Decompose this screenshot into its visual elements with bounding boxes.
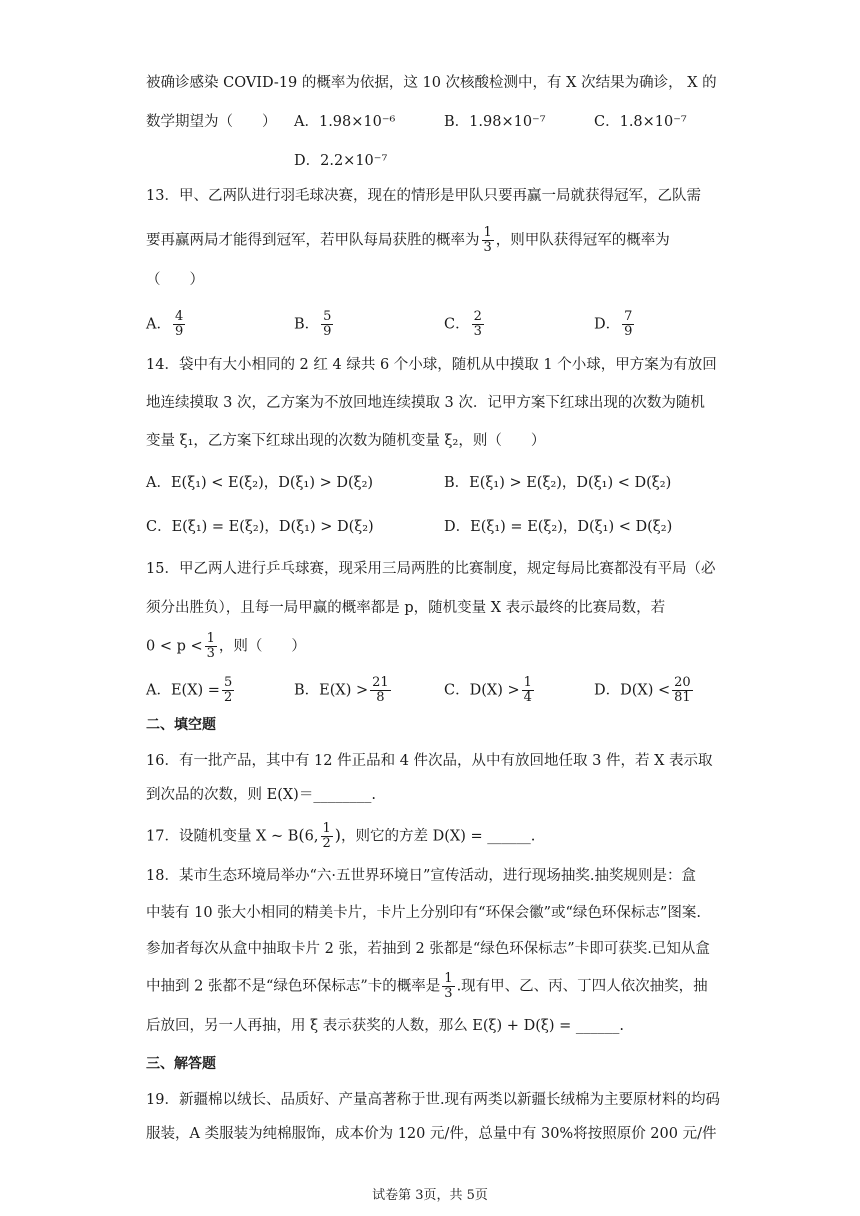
page-footer: 试卷第 3页，共 5页 bbox=[372, 1188, 488, 1203]
q15-option-b-den: 8 bbox=[376, 690, 385, 705]
q13-option-a bbox=[146, 310, 187, 339]
q13-line2-b: ，则甲队获得冠军的概率为 bbox=[495, 232, 670, 249]
q13-line2-a: 要再赢两局才能得到冠军，若甲队每局获胜的概率为 bbox=[146, 232, 480, 249]
q17-inner: 6, bbox=[304, 828, 319, 845]
q15-option-c-den: 4 bbox=[523, 690, 532, 705]
q15-option-b-label: B．E(X) > bbox=[294, 682, 369, 699]
q14-option-b: B．E(ξ₁) > E(ξ₂)，D(ξ₁) < D(ξ₂) bbox=[444, 475, 672, 491]
q15-option-a-label: A．E(X) = bbox=[146, 682, 220, 699]
q18-line4-b: .现有甲、乙、丙、丁四人依次抽奖，抽 bbox=[456, 978, 708, 995]
q13-option-a-num: 4 bbox=[174, 309, 184, 324]
q14-option-d: D．E(ξ₁) = E(ξ₂)，D(ξ₁) < D(ξ₂) bbox=[444, 519, 673, 535]
q14-line3: 变量 ξ₁，乙方案下红球出现的次数为随机变量 ξ₂，则（ ） bbox=[146, 433, 546, 449]
q15-option-a bbox=[146, 676, 236, 705]
q13-frac-num: 1 bbox=[483, 225, 492, 240]
q13-option-c bbox=[444, 310, 486, 339]
q16-line2: 到次品的次数，则 E(X)＝________. bbox=[146, 787, 376, 803]
q13-option-b bbox=[294, 310, 335, 339]
q16-line1: 16．有一批产品，其中有 12 件正品和 4 件次品，从中有放回地任取 3 件，若 X 表示取 bbox=[146, 753, 713, 769]
q17-line-b: ，则它的方差 D(X) = ______. bbox=[341, 828, 536, 845]
q17-fraction bbox=[321, 822, 333, 851]
q15-option-a-num: 5 bbox=[223, 675, 233, 690]
q13-option-a-den: 9 bbox=[174, 324, 184, 339]
q15-line2: 须分出胜负），且每一局甲赢的概率都是 p，随机变量 X 表示最终的比赛局数，若 bbox=[146, 600, 666, 616]
q15-option-c-label: C．D(X) > bbox=[444, 682, 520, 699]
q13-line1: 13．甲、乙两队进行羽毛球决赛，现在的情形是甲队只要再赢一局就获得冠军，乙队需 bbox=[146, 188, 701, 204]
q15-option-d-label: D．D(X) < bbox=[594, 682, 671, 699]
q15-line3 bbox=[146, 632, 716, 661]
q14-line1: 14．袋中有大小相同的 2 红 4 绿共 6 个小球，随机从中摸取 1 个小球，甲方案为有放回 bbox=[146, 357, 717, 373]
section-answer-title: 三、解答题 bbox=[146, 1056, 216, 1072]
q13-option-c-num: 2 bbox=[473, 309, 482, 324]
q13-option-d-den: 9 bbox=[624, 324, 633, 339]
q17-line: 17．设随机变量 X ~ B(6, $\frac{1}{2}$ )，则它的方差 D(X) = ______. bbox=[146, 821, 536, 851]
section-fill-in-title: 二、填空题 bbox=[146, 717, 216, 733]
q17-line-a: 17．设随机变量 X ~ B bbox=[146, 828, 299, 845]
q15-frac-num: 1 bbox=[206, 631, 215, 646]
q14-option-c: C．E(ξ₁) = E(ξ₂)，D(ξ₁) > D(ξ₂) bbox=[146, 519, 374, 535]
q19-line2: 服装，A 类服装为纯棉服饰，成本价为 120 元/件，总量中有 30%将按照原价 200 元/件 bbox=[146, 1126, 717, 1142]
q13-line2 bbox=[146, 226, 716, 255]
q18-line4 bbox=[146, 972, 716, 1001]
q13-fraction bbox=[482, 226, 494, 255]
q18-line2: 中装有 10 张大小相同的精美卡片，卡片上分别印有“环保会徽”或“绿色环保标志”图案. bbox=[146, 905, 701, 921]
q13-option-b-label: B． bbox=[294, 316, 320, 333]
q12-option-b: B．1.98×10⁻⁷ bbox=[444, 114, 546, 130]
q15-frac-den: 3 bbox=[206, 646, 215, 661]
q17-frac-num: 1 bbox=[322, 821, 331, 836]
q18-line4-a: 中抽到 2 张都不是“绿色环保标志”卡的概率是 bbox=[146, 978, 441, 995]
q15-line1: 15．甲乙两人进行乒乓球赛，现采用三局两胜的比赛制度，规定每局比赛都没有平局（必 bbox=[146, 561, 716, 577]
q13-option-d-label: D． bbox=[594, 316, 621, 333]
q15-option-b-num: 21 bbox=[372, 675, 389, 690]
q14-option-a: A．E(ξ₁) < E(ξ₂)，D(ξ₁) > D(ξ₂) bbox=[146, 475, 374, 491]
q14-line2: 地连续摸取 3 次，乙方案为不放回地连续摸取 3 次．记甲方案下红球出现的次数为随机 bbox=[146, 395, 705, 411]
q13-option-d bbox=[594, 310, 636, 339]
q15-option-d bbox=[594, 676, 695, 705]
q12-option-a: A．1.98×10⁻⁶ bbox=[294, 114, 396, 130]
q12-line1: 被确诊感染 COVID-19 的概率为依据，这 10 次核酸检测中，有 X 次结果为确诊， X 的 bbox=[146, 75, 717, 91]
q19-line1: 19．新疆棉以绒长、品质好、产量高著称于世.现有两类以新疆长绒棉为主要原材料的均码 bbox=[146, 1092, 721, 1108]
q18-line5: 后放回，另一人再抽，用 ξ 表示获奖的人数，那么 E(ξ) + D(ξ) = ______. bbox=[146, 1018, 624, 1034]
q12-stem-end: 数学期望为（ ） bbox=[146, 114, 277, 130]
q13-option-b-den: 9 bbox=[323, 324, 332, 339]
q18-frac-num: 1 bbox=[444, 971, 453, 986]
q17-frac-den: 2 bbox=[322, 836, 331, 851]
q15-line3-a: 0 < p < bbox=[146, 638, 203, 655]
q18-fraction bbox=[442, 972, 454, 1001]
q15-option-d-den: 81 bbox=[674, 690, 691, 705]
q18-line1: 18．某市生态环境局举办“六·五世界环境日”宣传活动，进行现场抽奖.抽奖规则是：盒 bbox=[146, 868, 696, 884]
q13-option-d-num: 7 bbox=[624, 309, 633, 324]
q15-line3-b: ，则（ ） bbox=[218, 638, 306, 655]
q13-option-c-den: 3 bbox=[473, 324, 482, 339]
q12-option-d: D．2.2×10⁻⁷ bbox=[294, 153, 388, 169]
q12-option-c: C．1.8×10⁻⁷ bbox=[594, 114, 687, 130]
q13-frac-den: 3 bbox=[483, 240, 492, 255]
q13-option-c-label: C． bbox=[444, 316, 470, 333]
q18-frac-den: 3 bbox=[444, 986, 453, 1001]
q15-option-d-num: 20 bbox=[674, 675, 691, 690]
q15-fraction bbox=[205, 632, 217, 661]
q13-option-b-num: 5 bbox=[323, 309, 332, 324]
q15-option-c-num: 1 bbox=[523, 675, 532, 690]
q15-option-b bbox=[294, 676, 393, 705]
q15-option-a-den: 2 bbox=[223, 690, 233, 705]
q15-option-c bbox=[444, 676, 536, 705]
q13-paren: （ ） bbox=[146, 272, 204, 288]
q18-line3: 参加者每次从盒中抽取卡片 2 张，若抽到 2 张都是“绿色环保标志”卡即可获奖.已知从盒 bbox=[146, 941, 710, 957]
q13-option-a-label: A． bbox=[146, 316, 171, 333]
